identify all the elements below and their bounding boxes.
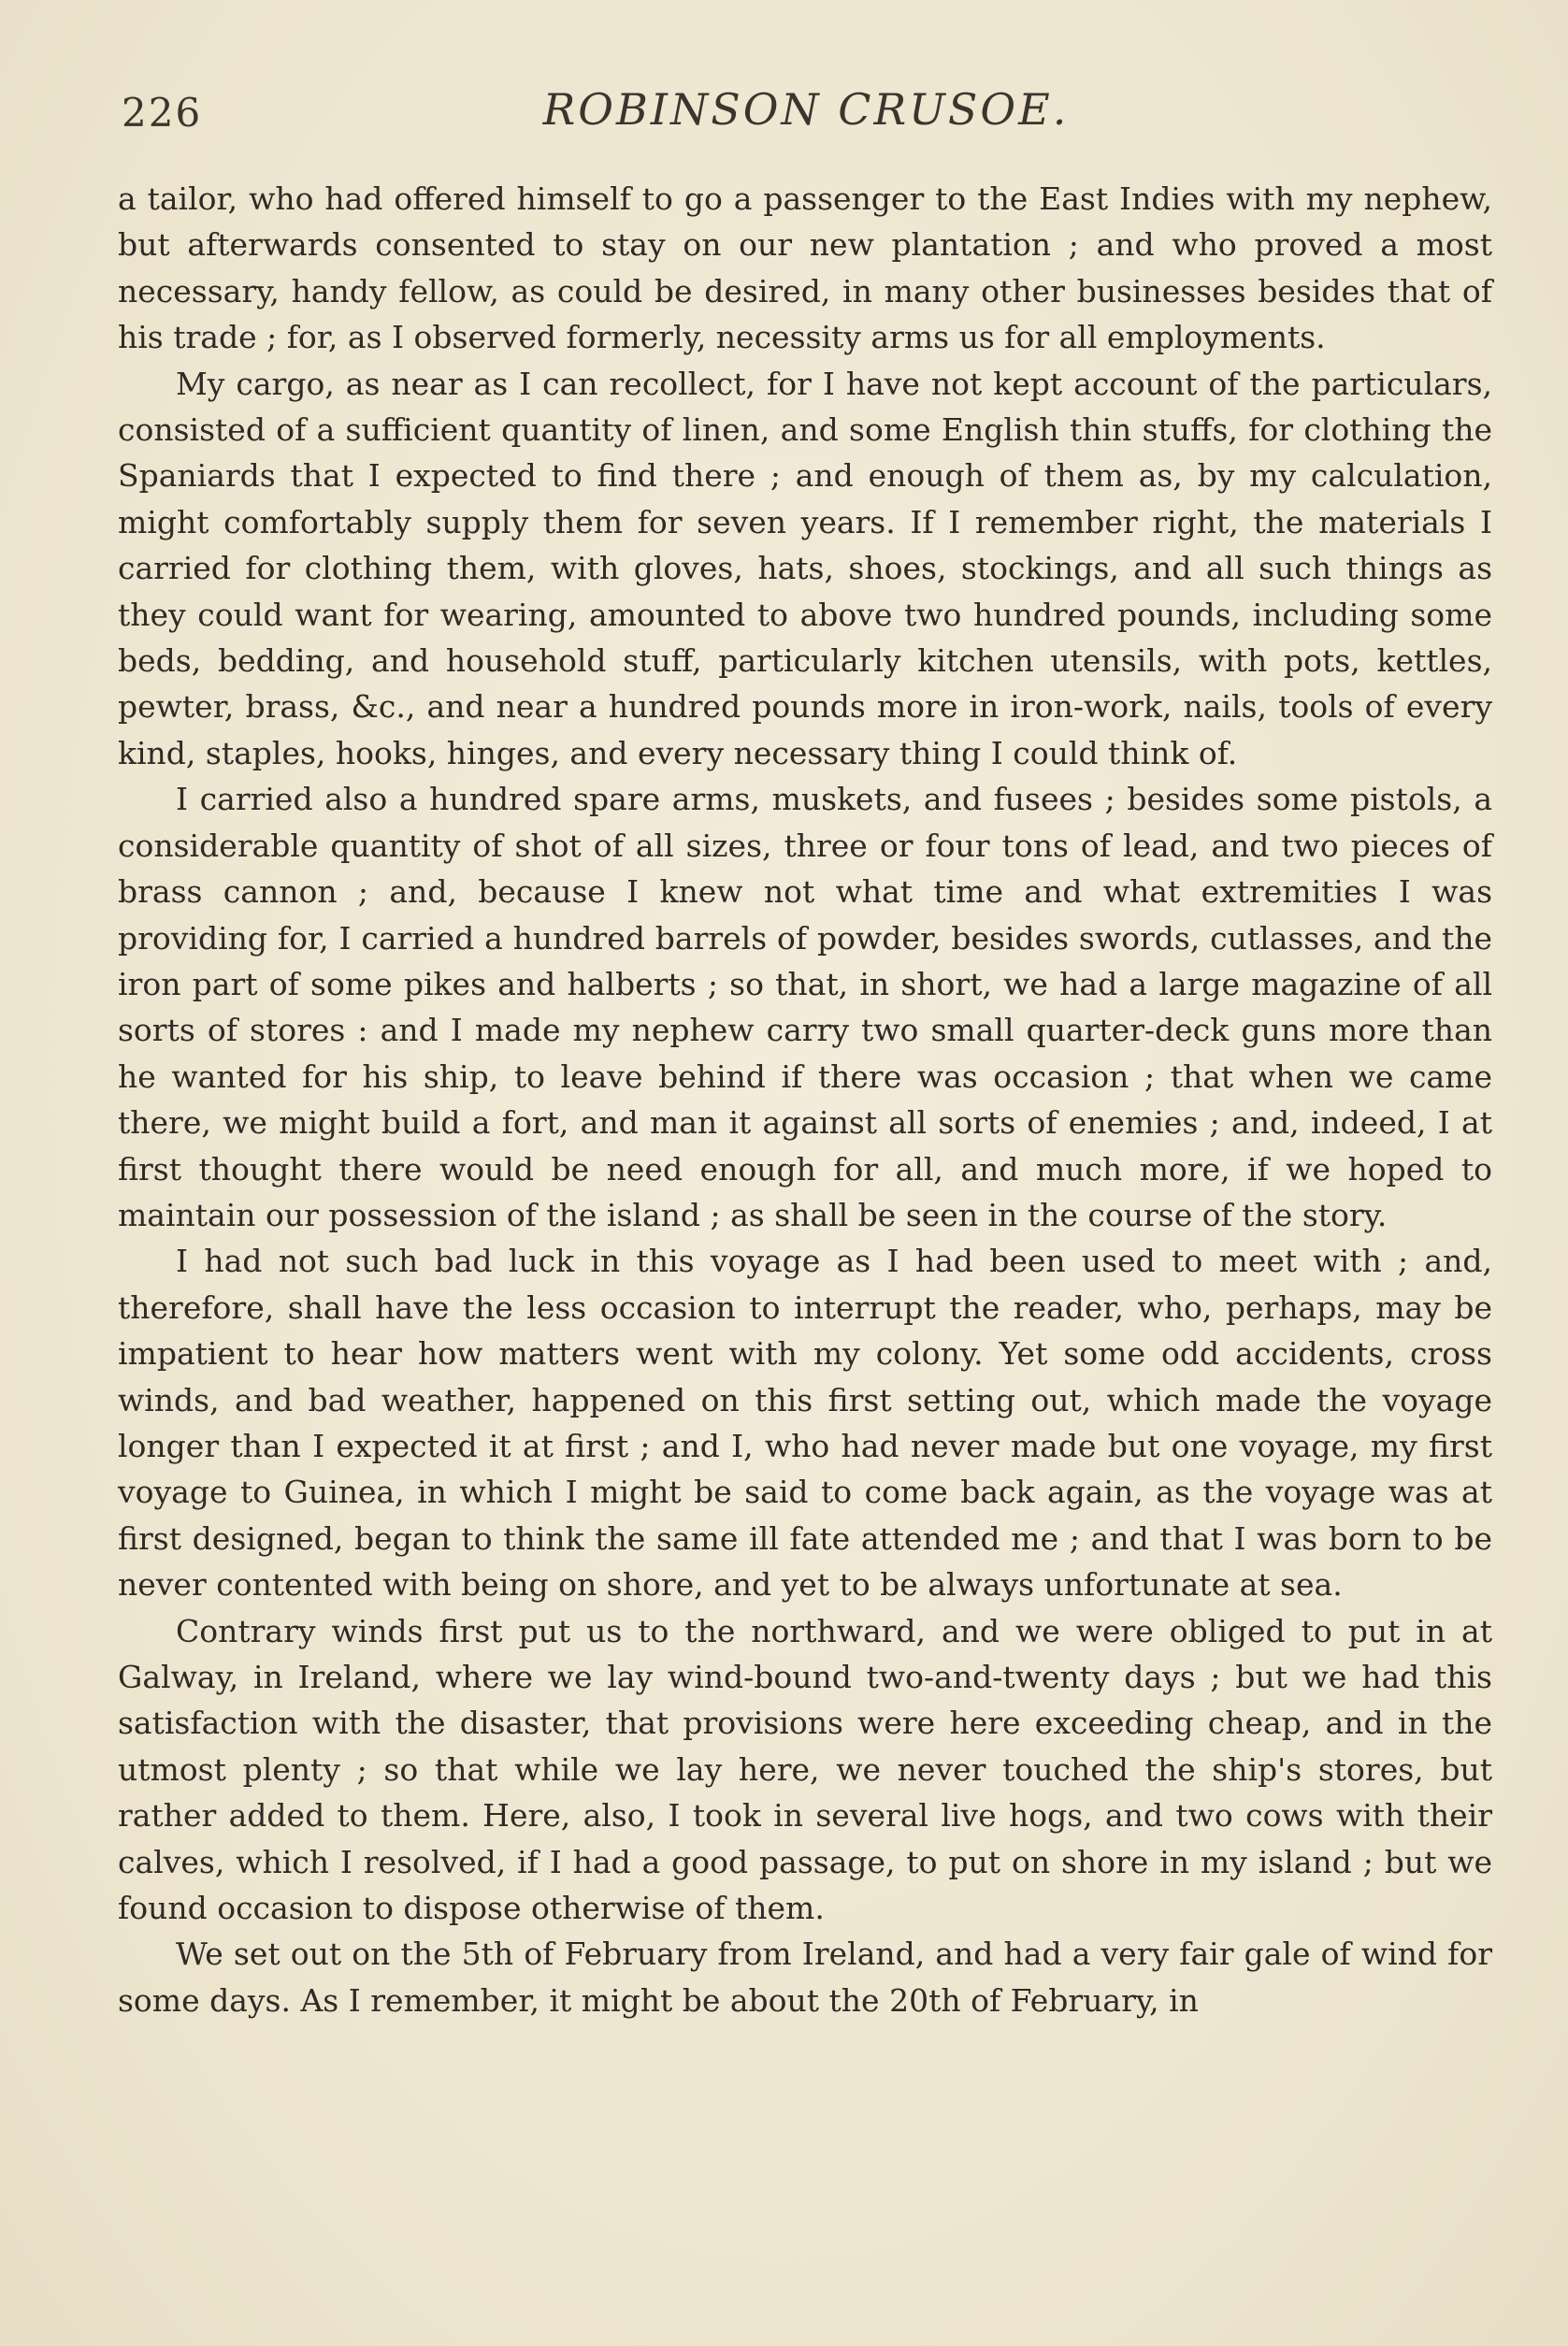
paragraph: I had not such bad luck in this voyage as I had been used to meet with ; and, therefore, shall have the less occasion to interrupt the reader, who, perhaps, may be impatient to hear how matters went with my colony. Yet some odd accidents, cross winds, and bad weather, happened on this first setting out, which made the voyage longer than I expected it at first ; and I, who had never made but one voyage, my first voyage to Guinea, in which I might be said to come back again, as the voyage was at first designed, began to think the same ill fate attended me ; and that I was born to be never contented with being on shore, and yet to be always unfortunate at sea. (118, 1243, 1492, 1604)
paragraph-continued: a tailor, who had offered himself to go a passenger to the East Indies with my nephew, but afterwards consented to stay on our new plantation ; and who proved a most necessary, handy fellow, as could be desired, in many other businesses besides that of his trade ; for, as I observed formerly, necessity arms us for all employments. (118, 180, 1492, 356)
paragraph: My cargo, as near as I can recollect, for I have not kept account of the particulars, consisted of a sufficient quantity of linen, and some English thin stuffs, for clothing the Spaniards that I expected to find there ; and enough of them as, by my calculation, might comfortably supply them for seven years. If I remember right, the materials I carried for clothing them, with gloves, hats, shoes, stockings, and all such things as they could want for wearing, amounted to above two hundred pounds, including some beds, bedding, and household stuff, particularly kitchen utensils, with pots, kettles, pewter, brass, &c., and near a hundred pounds more in iron-work, nails, tools of every kind, staples, hooks, hinges, and every necessary thing I could think of. (118, 365, 1492, 771)
paragraph: Contrary winds first put us to the northward, and we were obliged to put in at Galway, in Ireland, where we lay wind-bound two-and-twenty days ; but we had this satisfaction with the disaster, that provisions were here exceeding cheap, and in the utmost plenty ; so that while we lay here, we never touched the ship's stores, but rather added to them. Here, also, I took in several live hogs, and two cows with their calves, which I resolved, if I had a good passage, to put on shore in my island ; but we found occasion to dispose otherwise of them. (118, 1612, 1492, 1927)
page-header (116, 84, 1496, 159)
paragraph: We set out on the 5th of February from Ireland, and had a very fair gale of wind for some days. As I remember, it might be about the 20th of February, in (118, 1936, 1492, 2019)
page-number: 226 (122, 90, 203, 136)
running-title: ROBINSON CRUSOE. (542, 84, 1070, 135)
body-text (118, 176, 1492, 2023)
paragraph: I carried also a hundred spare arms, muskets, and fusees ; besides some pistols, a considerable quantity of shot of all sizes, three or four tons of lead, and two pieces of brass cannon ; and, because I knew not what time and what extremities I was providing for, I carried a hundred barrels of powder, besides swords, cutlasses, and the iron part of some pikes and halberts ; so that, in short, we had a large magazine of all sorts of stores : and I made my nephew carry two small quarter-deck guns more than he wanted for his ship, to leave behind if there was occasion ; that when we came there, we might build a fort, and man it against all sorts of enemies ; and, indeed, I at first thought there would be need enough for all, and much more, if we hoped to maintain our possession of the island ; as shall be seen in the course of the story. (118, 781, 1492, 1233)
